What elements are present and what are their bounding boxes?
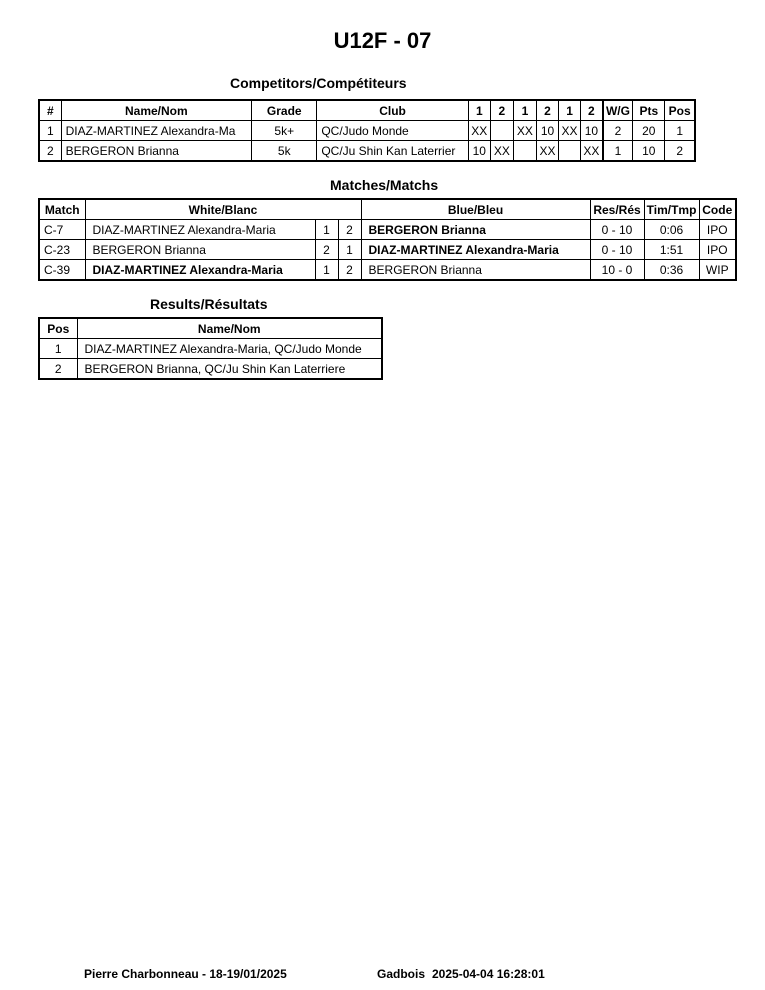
col-pos: Pos [665, 100, 695, 121]
results-heading: Results/Résultats [150, 296, 268, 312]
col-num: # [39, 100, 61, 121]
footer-event: Pierre Charbonneau - 18-19/01/2025 [84, 967, 287, 981]
col-blue: Blue/Bleu [361, 199, 590, 220]
match-code: IPO [699, 220, 736, 240]
matches-heading: Matches/Matchs [330, 177, 439, 193]
match-id: C-39 [39, 260, 85, 281]
competitor-row [39, 141, 695, 162]
competitor-num: 2 [39, 141, 61, 162]
blue-number: 2 [338, 260, 361, 281]
footer-datetime: 2025-04-04 16:28:01 [432, 967, 545, 981]
score-cell: XX [581, 141, 603, 162]
col-club: Club [317, 100, 468, 121]
results-table [38, 317, 383, 380]
competitor-row [39, 121, 695, 141]
blue-competitor: BERGERON Brianna [361, 260, 590, 281]
blue-number: 1 [338, 240, 361, 260]
match-id: C-23 [39, 240, 85, 260]
result-row [39, 339, 382, 359]
match-id: C-7 [39, 220, 85, 240]
match-result: 10 - 0 [590, 260, 644, 281]
competitors-header-row [39, 100, 695, 121]
result-pos: 2 [39, 359, 77, 380]
score-cell: XX [513, 121, 536, 141]
col-score-1: 1 [468, 100, 490, 121]
white-number: 1 [315, 220, 338, 240]
match-result: 0 - 10 [590, 220, 644, 240]
match-row [39, 260, 736, 281]
white-competitor: DIAZ-MARTINEZ Alexandra-Maria [85, 220, 315, 240]
competitor-grade: 5k [252, 141, 317, 162]
result-pos: 1 [39, 339, 77, 359]
match-time: 0:06 [644, 220, 699, 240]
col-score-2: 2 [490, 100, 513, 121]
score-cell: XX [536, 141, 558, 162]
competitor-grade: 5k+ [252, 121, 317, 141]
col-result-name: Name/Nom [77, 318, 382, 339]
col-match: Match [39, 199, 85, 220]
col-grade: Grade [252, 100, 317, 121]
col-code: Code [699, 199, 736, 220]
competitor-name: DIAZ-MARTINEZ Alexandra-Ma [61, 121, 252, 141]
competitor-position: 2 [665, 141, 695, 162]
match-row [39, 220, 736, 240]
matches-header-row [39, 199, 736, 220]
white-number: 2 [315, 240, 338, 260]
col-score-6: 2 [581, 100, 603, 121]
score-cell: 10 [581, 121, 603, 141]
competitor-points: 20 [633, 121, 665, 141]
competitors-heading: Competitors/Compétiteurs [230, 75, 407, 91]
col-score-5: 1 [559, 100, 581, 121]
results-header-row [39, 318, 382, 339]
score-cell: 10 [536, 121, 558, 141]
result-row [39, 359, 382, 380]
result-name: DIAZ-MARTINEZ Alexandra-Maria, QC/Judo Monde [77, 339, 382, 359]
col-result: Res/Rés [590, 199, 644, 220]
match-row [39, 240, 736, 260]
match-code: IPO [699, 240, 736, 260]
col-score-3: 1 [513, 100, 536, 121]
footer-venue: Gadbois [377, 967, 426, 981]
page-title: U12F - 07 [333, 28, 432, 53]
col-name: Name/Nom [61, 100, 252, 121]
col-time: Tim/Tmp [644, 199, 699, 220]
competitor-position: 1 [665, 121, 695, 141]
score-cell [490, 121, 513, 141]
competitors-table [38, 99, 696, 162]
competitor-wins: 2 [603, 121, 633, 141]
competitor-club: QC/Judo Monde [317, 121, 468, 141]
white-number: 1 [315, 260, 338, 281]
matches-table [38, 198, 737, 281]
competitor-points: 10 [633, 141, 665, 162]
score-cell: 10 [468, 141, 490, 162]
match-result: 0 - 10 [590, 240, 644, 260]
score-cell [513, 141, 536, 162]
result-name: BERGERON Brianna, QC/Ju Shin Kan Laterriere [77, 359, 382, 380]
blue-competitor: BERGERON Brianna [361, 220, 590, 240]
match-time: 1:51 [644, 240, 699, 260]
match-time: 0:36 [644, 260, 699, 281]
score-cell: XX [490, 141, 513, 162]
col-wg: W/G [603, 100, 633, 121]
col-result-pos: Pos [39, 318, 77, 339]
blue-competitor: DIAZ-MARTINEZ Alexandra-Maria [361, 240, 590, 260]
competitor-club: QC/Ju Shin Kan Laterrier [317, 141, 468, 162]
score-cell: XX [559, 121, 581, 141]
score-cell: XX [468, 121, 490, 141]
white-competitor: BERGERON Brianna [85, 240, 315, 260]
score-cell [559, 141, 581, 162]
competitor-name: BERGERON Brianna [61, 141, 252, 162]
blue-number: 2 [338, 220, 361, 240]
col-pts: Pts [633, 100, 665, 121]
competitor-num: 1 [39, 121, 61, 141]
col-score-4: 2 [536, 100, 558, 121]
match-code: WIP [699, 260, 736, 281]
white-competitor: DIAZ-MARTINEZ Alexandra-Maria [85, 260, 315, 281]
col-white: White/Blanc [85, 199, 361, 220]
competitor-wins: 1 [603, 141, 633, 162]
